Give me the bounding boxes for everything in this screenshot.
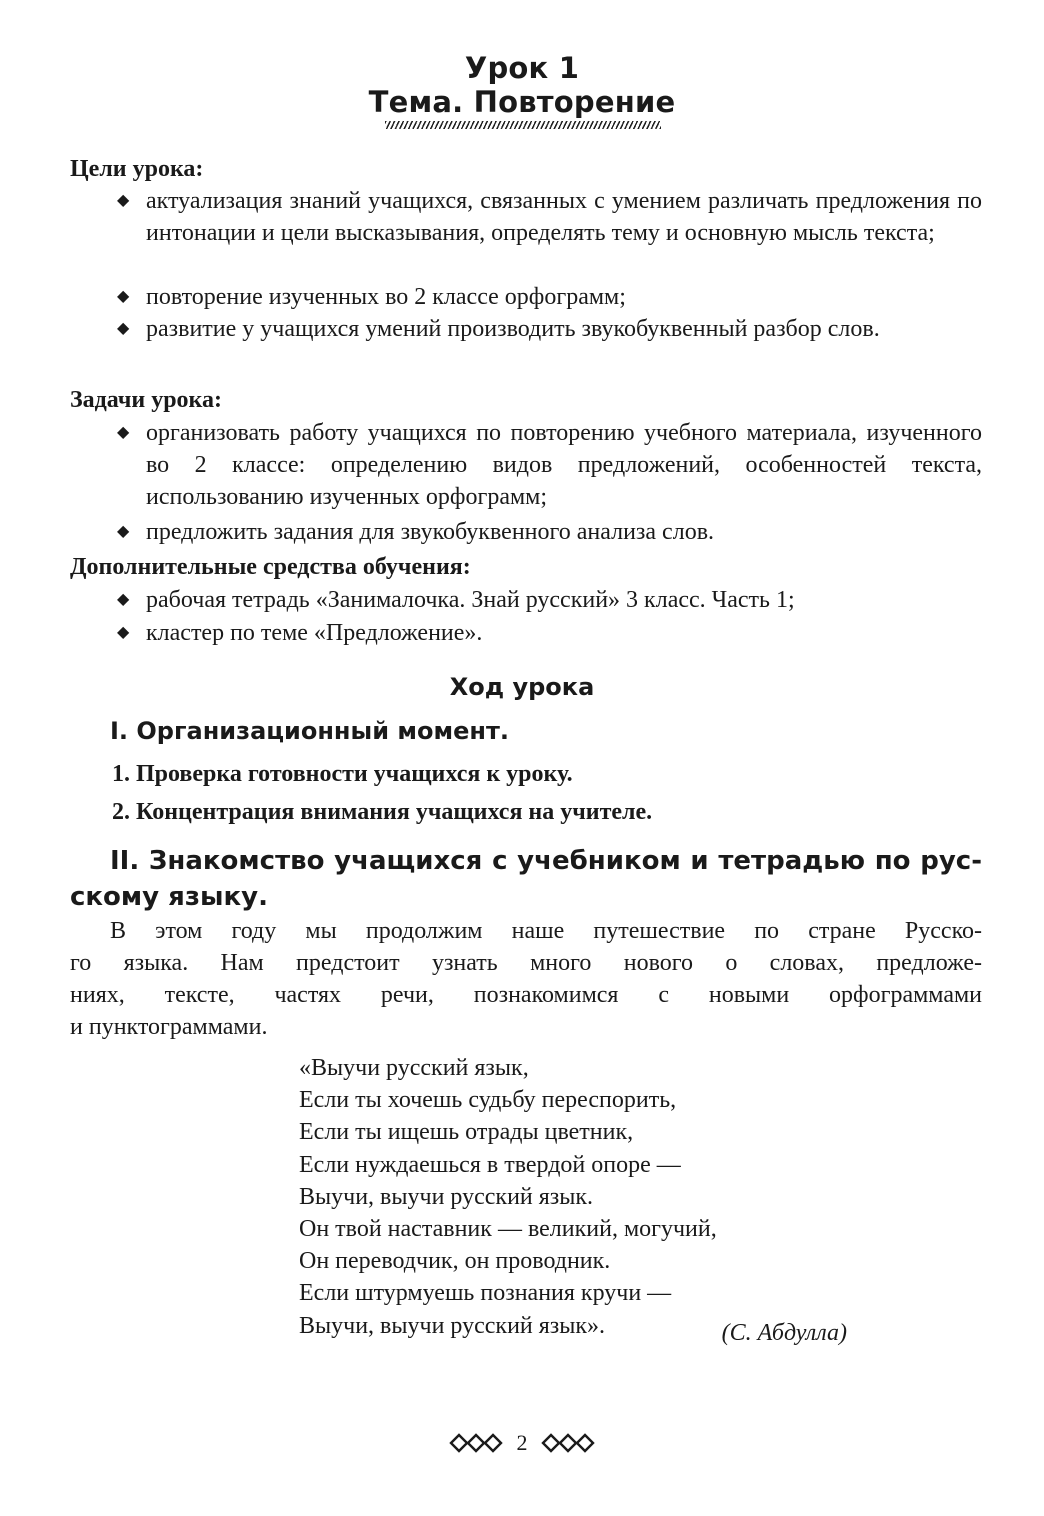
poem-line: Если нуждаешься в твердой опоре —: [299, 1151, 681, 1178]
goals-heading: Цели урока:: [70, 156, 204, 182]
resource-item: рабочая тетрадь «Занималочка. Знай русский» 3 класс. Часть 1;: [146, 587, 795, 613]
section-heading-line: скому языку.: [70, 882, 268, 912]
section-heading: I. Организационный момент.: [110, 717, 509, 745]
subsection-heading: 2. Концентрация внимания учащихся на учителе.: [112, 799, 653, 825]
bullet-icon: ◆: [117, 624, 130, 641]
section-heading-line: II. Знакомство учащихся с учебником и тетрадью по рус-: [110, 846, 982, 876]
poem-line: Он переводчик, он проводник.: [299, 1248, 611, 1275]
bullet-icon: ◆: [117, 192, 130, 209]
tasks-heading: Задачи урока:: [70, 387, 223, 413]
paragraph-line: ниях, тексте, частях речи, познакомимся с новыми орфограммами: [70, 982, 982, 1008]
bullet-icon: ◆: [117, 424, 130, 441]
lesson-flow-heading: Ход урока: [449, 673, 595, 701]
section-heading: [70, 843, 982, 915]
subsection-heading: 1. Проверка готовности учащихся к уроку.: [112, 761, 573, 787]
body-paragraph: [70, 915, 982, 1043]
paragraph-line: В этом году мы продолжим наше путешествие по стране Русско-: [110, 918, 982, 944]
lesson-number: Урок 1: [464, 51, 580, 85]
bullet-icon: ◆: [117, 523, 130, 540]
goal-item: развитие у учащихся умений производить звукобуквенный разбор слов.: [146, 316, 880, 342]
lesson-topic: Тема. Повторение: [368, 85, 676, 119]
poem-line: Выучи, выучи русский язык».: [299, 1312, 606, 1339]
paragraph-line: го языка. Нам предстоит узнать много нового о словах, предложе-: [70, 950, 982, 976]
goal-item: повторение изученных во 2 классе орфограмм;: [146, 284, 626, 310]
poem-line: Он твой наставник — великий, могучий,: [299, 1216, 717, 1243]
bullet-icon: ◆: [117, 288, 130, 305]
title-underline-decoration: [385, 121, 661, 129]
task-item: организовать работу учащихся по повторению учебного материала, изученного во 2 классе: определению видов предложений, особенностей текста, использованию изученных орфограмм;: [146, 420, 982, 510]
poem-line: Если ты ищешь отрады цветник,: [299, 1119, 634, 1146]
bullet-icon: ◆: [117, 320, 130, 337]
task-item: предложить задания для звукобуквенного анализа слов.: [146, 519, 715, 545]
poem-line: Если штурмуешь познания кручи —: [299, 1280, 672, 1307]
poem: [299, 1052, 717, 1342]
poem-line: «Выучи русский язык,: [299, 1055, 529, 1081]
resources-heading: Дополнительные средства обучения:: [70, 554, 471, 580]
footer-ornament-icon: [539, 1433, 595, 1453]
goal-item: актуализация знаний учащихся, связанных с умением различать предложения по интонации и цели высказывания, определять тему и основную мысль текста;: [146, 188, 982, 246]
poem-author: (С. Абдулла): [721, 1320, 847, 1346]
resource-item: кластер по теме «Предложение».: [146, 620, 483, 646]
poem-line: Выучи, выучи русский язык.: [299, 1183, 594, 1210]
page-number: 2: [516, 1429, 528, 1455]
footer-ornament-icon: [449, 1433, 505, 1453]
page-footer: [0, 1426, 1044, 1458]
bullet-icon: ◆: [117, 591, 130, 608]
poem-line: Если ты хочешь судьбу переспорить,: [299, 1087, 677, 1114]
paragraph-line: и пунктограммами.: [70, 1014, 268, 1040]
